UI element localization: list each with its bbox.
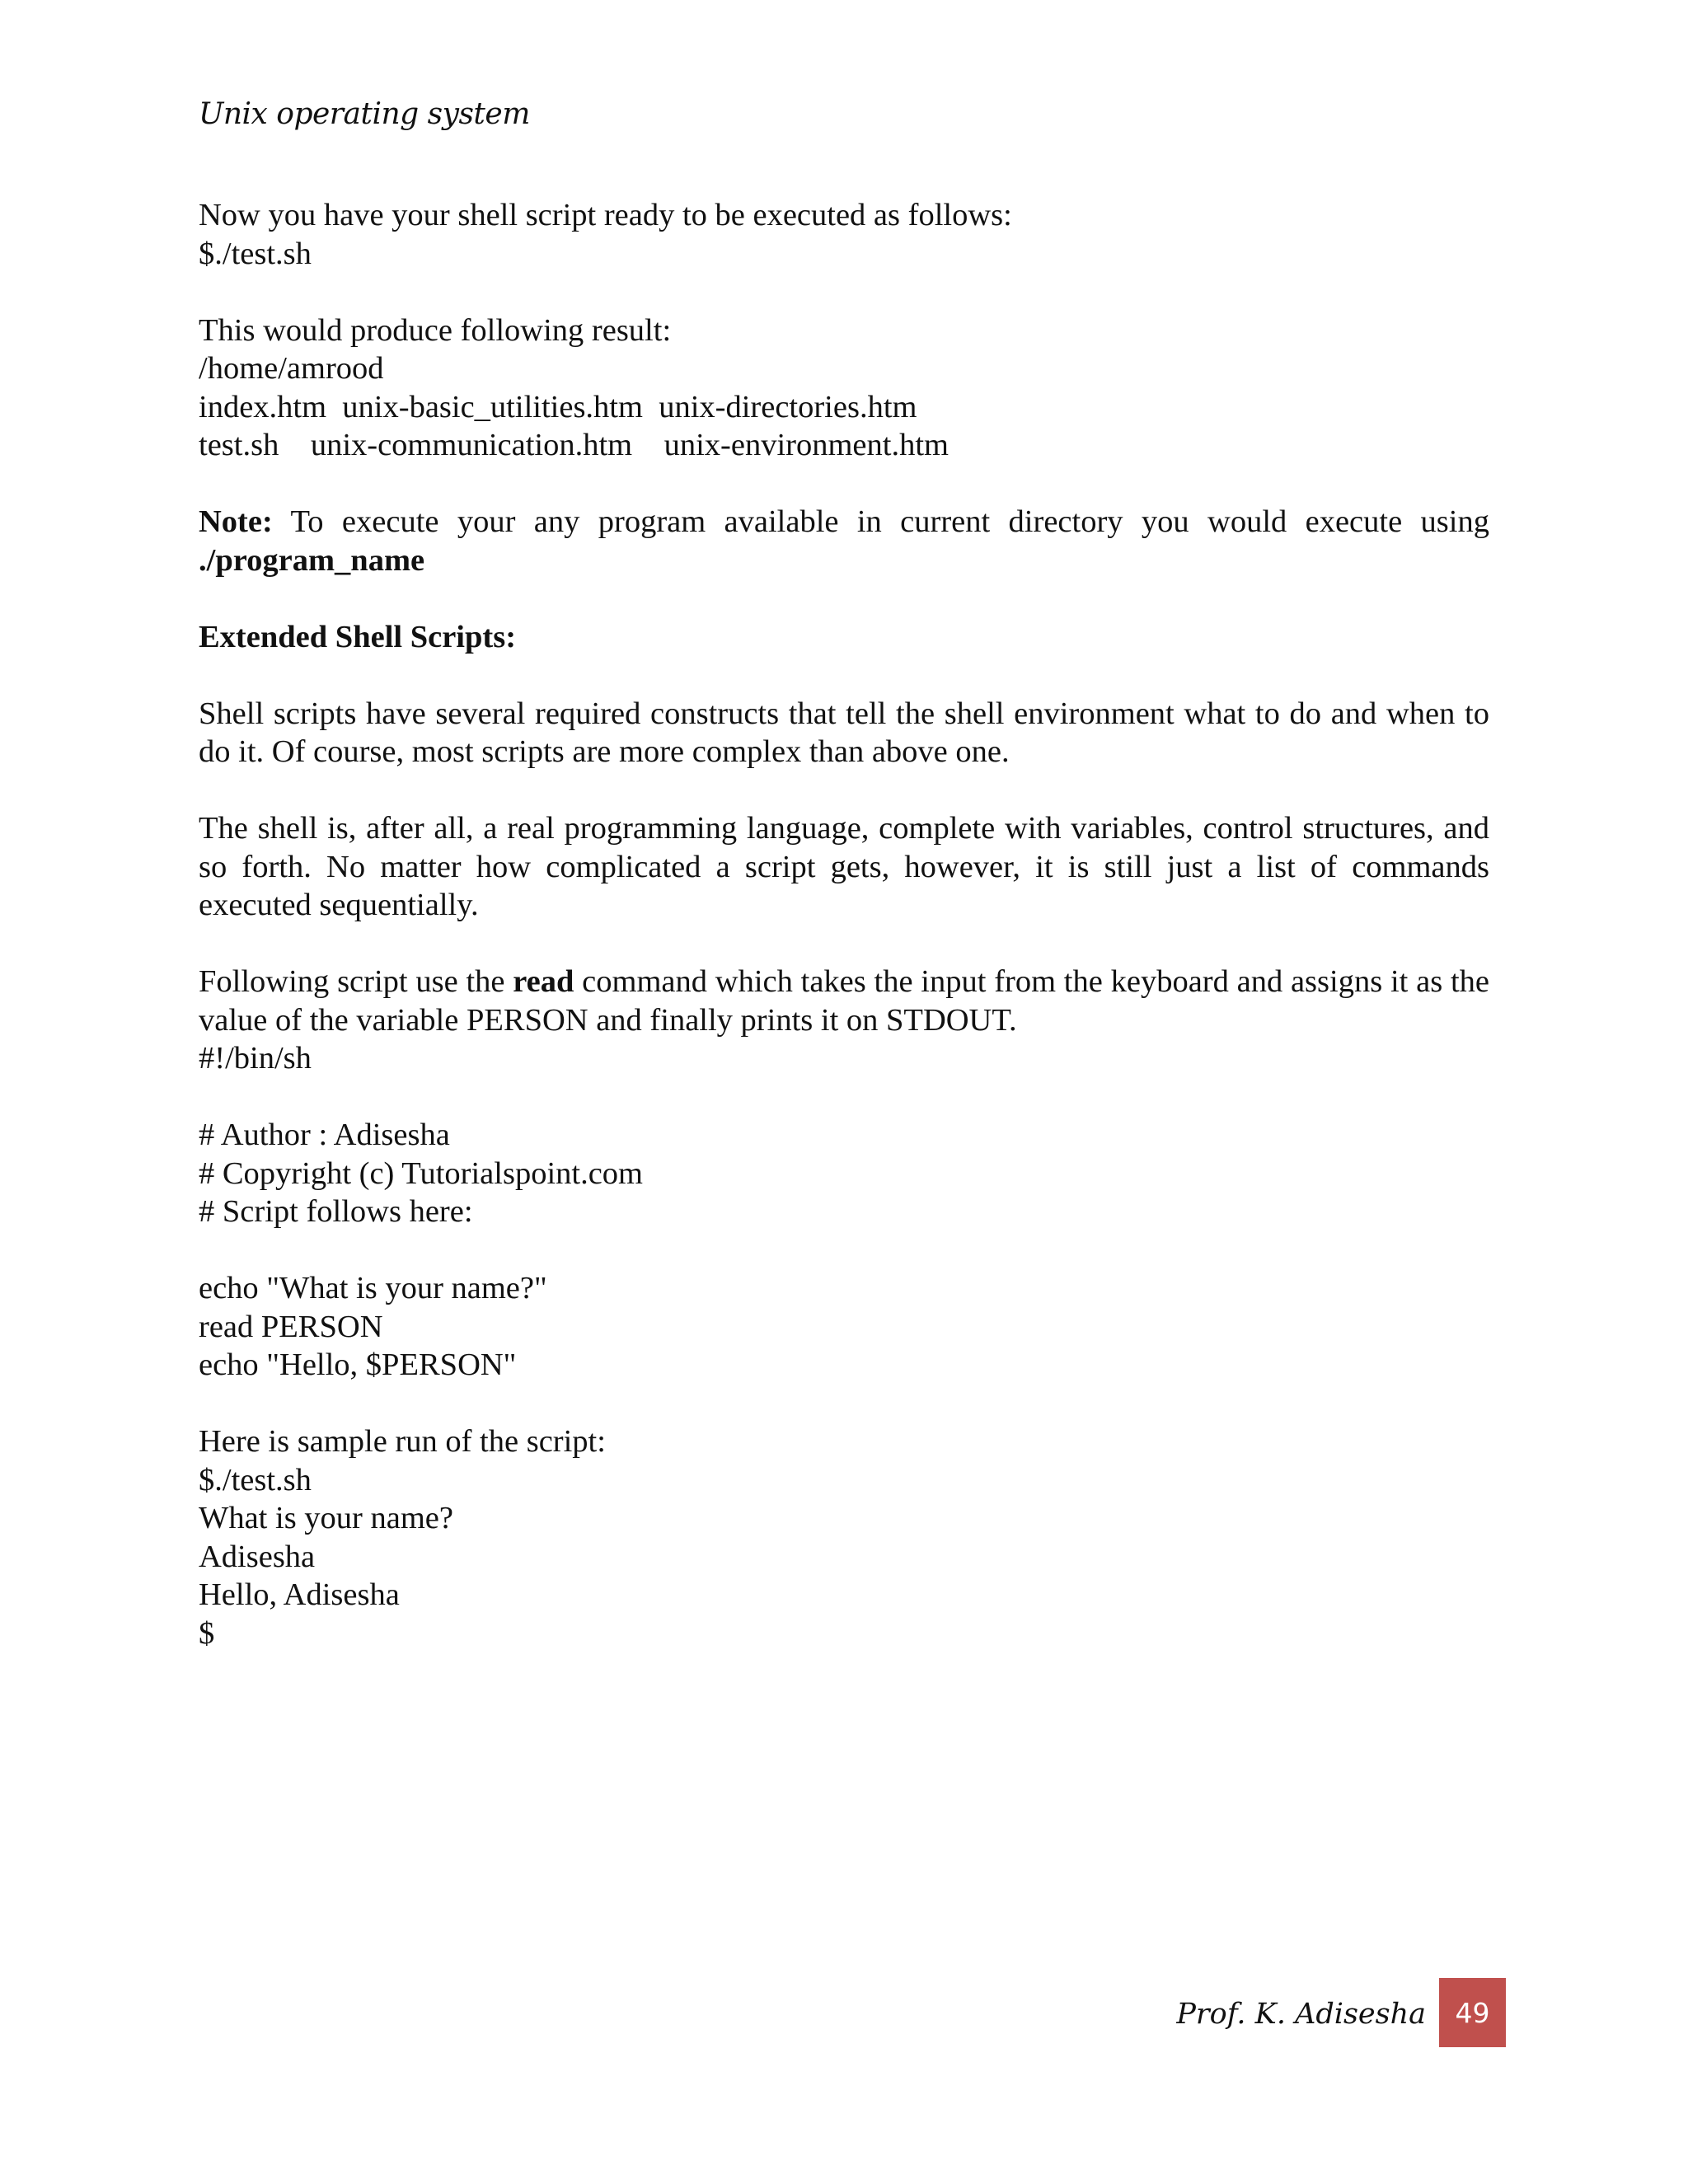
text-line: This would produce following result: xyxy=(199,312,672,348)
output-line: test.sh unix-communication.htm unix-environment.htm xyxy=(199,428,949,462)
output-line: What is your name? xyxy=(199,1501,453,1535)
note-command: ./program_name xyxy=(199,542,425,578)
keyword-read: read xyxy=(513,964,574,999)
text-line: Here is sample run of the script: xyxy=(199,1424,606,1459)
code-line: echo "What is your name?" xyxy=(199,1271,547,1305)
note-text: To execute your any program available in current directory you would execute using xyxy=(272,504,1489,539)
output-line: $./test.sh xyxy=(199,1462,312,1497)
output-line: Hello, Adisesha xyxy=(199,1577,400,1612)
code-line: #!/bin/sh xyxy=(199,1041,312,1076)
running-header: Unix operating system xyxy=(199,97,530,131)
paragraph: The shell is, after all, a real programming language, complete with variables, control structures, and so forth. No matter how complicated a script gets, however, it is still just a list of commands executed sequentially. xyxy=(199,811,1489,922)
footer-author: Prof. K. Adisesha xyxy=(1176,1998,1426,2031)
note-label: Note: xyxy=(199,504,273,539)
code-line: read PERSON xyxy=(199,1309,383,1344)
section-heading: Extended Shell Scripts: xyxy=(199,619,517,654)
text-line: Now you have your shell script ready to be executed as follows: xyxy=(199,198,1012,232)
code-line: # Author : Adisesha xyxy=(199,1118,450,1152)
output-line: /home/amrood xyxy=(199,351,384,386)
code-line: echo "Hello, $PERSON" xyxy=(199,1347,517,1382)
note-paragraph xyxy=(199,503,1489,541)
code-line: # Copyright (c) Tutorialspoint.com xyxy=(199,1155,643,1191)
paragraph-text: Following script use the xyxy=(199,964,513,999)
output-line: index.htm unix-basic_utilities.htm unix-directories.htm xyxy=(199,389,917,424)
page-number-badge: 49 xyxy=(1439,1978,1506,2047)
paragraph: Shell scripts have several required constructs that tell the shell environment what to do and when to do it. Of course, most scripts are more complex than above one. xyxy=(199,696,1489,769)
code-line: # Script follows here: xyxy=(199,1194,473,1229)
paragraph xyxy=(199,963,1489,1039)
page-body xyxy=(199,196,1489,1652)
paragraph-text: command which takes the input from the keyboard and assigns it as the value of the variable PERSON and finally prints it on STDOUT. xyxy=(199,964,1489,1038)
command-line: $./test.sh xyxy=(199,236,312,271)
output-line: $ xyxy=(199,1615,215,1651)
output-line: Adisesha xyxy=(199,1539,316,1574)
